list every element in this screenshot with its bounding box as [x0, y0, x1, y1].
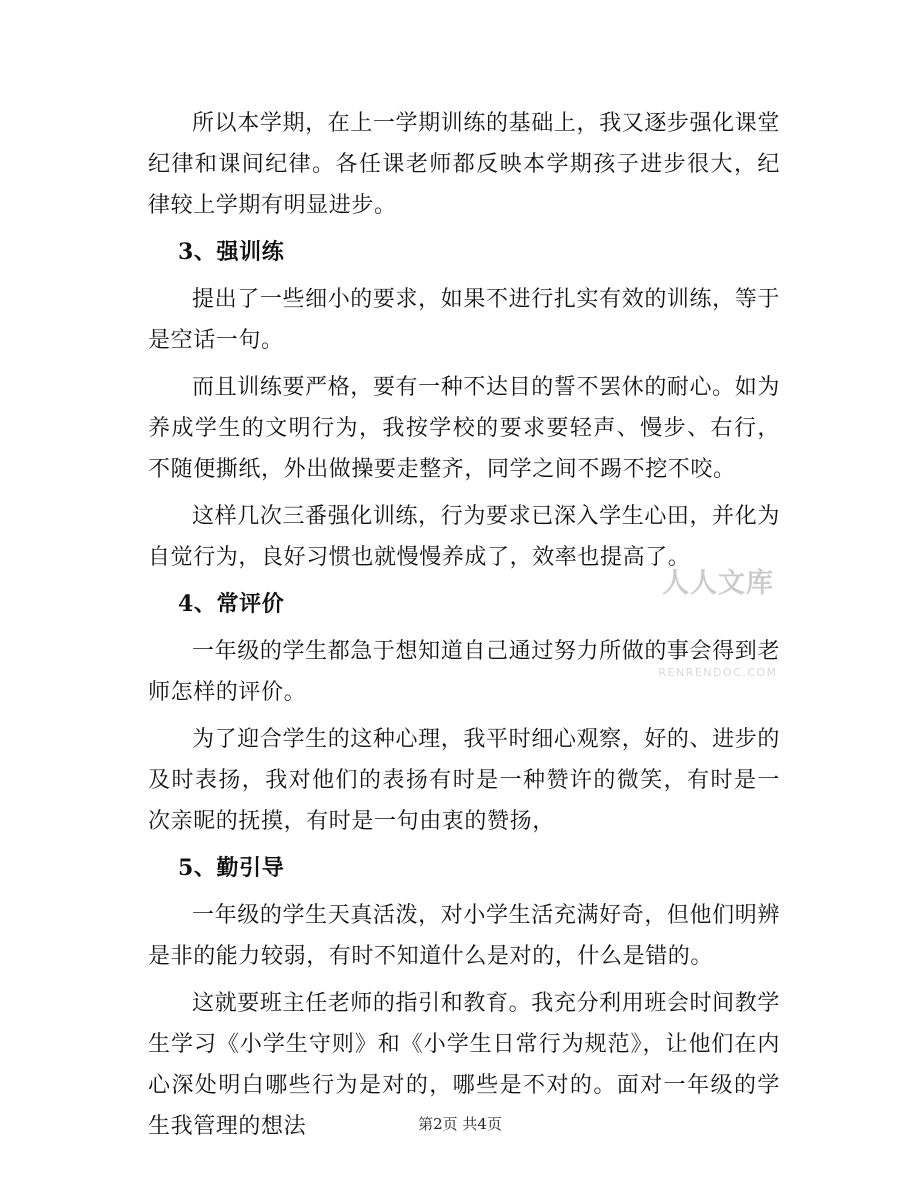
paragraph: 一年级的学生都急于想知道自己通过努力所做的事会得到老师怎样的评价。	[148, 639, 780, 705]
watermark-title: 人人文库	[662, 568, 774, 599]
paragraph: 提出了一些细小的要求，如果不进行扎实有效的训练，等于是空话一句。	[148, 287, 780, 353]
document-body	[148, 103, 780, 1153]
paragraph: 所以本学期，在上一学期训练的基础上，我又逐步强化课堂纪律和课间纪律。各任课老师都反映本学期孩子进步很大，纪律较上学期有明显进步。	[148, 111, 780, 218]
section-heading: 4、常评价	[178, 591, 285, 617]
paragraph: 为了迎合学生的这种心理，我平时细心观察，好的、进步的及时表扬，我对他们的表扬有时是一种赞许的微笑，有时是一次亲昵的抚摸，有时是一句由衷的赞扬，	[148, 727, 780, 834]
paragraph: 而且训练要严格，要有一种不达目的誓不罢休的耐心。如为养成学生的文明行为，我按学校的要求要轻声、慢步、右行，不随便撕纸，外出做操要走整齐，同学之间不踢不挖不咬。	[148, 375, 780, 482]
page-number: 第2页 共4页	[418, 1115, 502, 1133]
section-heading: 5、勤引导	[178, 855, 285, 881]
section-heading: 3、强训练	[178, 239, 285, 265]
watermark-subtitle: RENRENDOC.COM	[658, 666, 778, 679]
paragraph: 这样几次三番强化训练，行为要求已深入学生心田，并化为自觉行为，良好习惯也就慢慢养成了，效率也提高了。	[148, 504, 780, 570]
paragraph: 一年级的学生天真活泼，对小学生活充满好奇，但他们明辨是非的能力较弱，有时不知道什么是对的，什么是错的。	[148, 903, 780, 969]
paragraph: 这就要班主任老师的指引和教育。我充分利用班会时间教学生学习《小学生守则》和《小学生日常行为规范》，让他们在内心深处明白哪些行为是对的，哪些是不对的。面对一年级的学生我管理的想法	[148, 991, 780, 1139]
